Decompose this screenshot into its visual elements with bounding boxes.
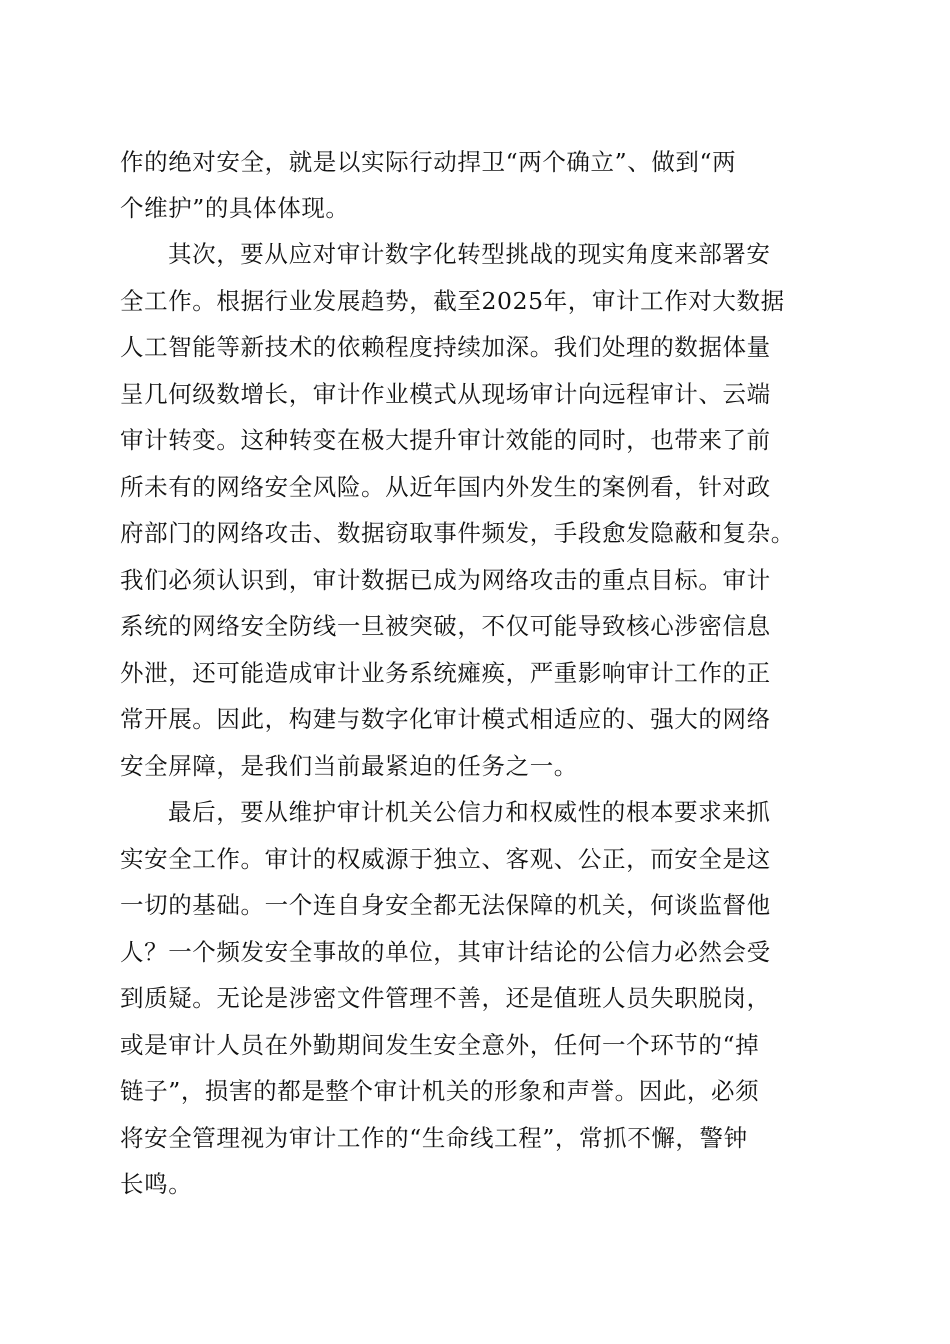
text-line: 或是审计人员在外勤期间发生安全意外，任何一个环节的“掉 [120,1031,760,1059]
text-line: 人？一个频发安全事故的单位，其审计结论的公信力必然会受 [120,938,771,966]
text-line: 其次，要从应对审计数字化转型挑战的现实角度来部署安 [168,240,771,268]
text-line: 将安全管理视为审计工作的“生命线工程”，常抓不懈，警钟 [120,1124,748,1152]
text-line: 长鸣。 [120,1170,193,1198]
text-line: 最后，要从维护审计机关公信力和权威性的根本要求来抓 [168,798,771,826]
text-line: 个维护”的具体体现。 [120,194,350,222]
text-line: 到质疑。无论是涉密文件管理不善，还是值班人员失职脱岗， [120,984,771,1012]
text-line: 人工智能等新技术的依赖程度持续加深。我们处理的数据体量 [120,333,771,361]
text-line: 所未有的网络安全风险。从近年国内外发生的案例看，针对政 [120,473,771,501]
text-line: 审计转变。这种转变在极大提升审计效能的同时，也带来了前 [120,426,771,454]
text-line: 呈几何级数增长，审计作业模式从现场审计向远程审计、云端 [120,380,771,408]
text-line: 全工作。根据行业发展趋势，截至2025年，审计工作对大数据 [120,287,785,315]
text-line: 一切的基础。一个连自身安全都无法保障的机关，何谈监督他 [120,891,771,919]
text-line: 外泄，还可能造成审计业务系统瘫痪，严重影响审计工作的正 [120,659,771,687]
text-line: 我们必须认识到，审计数据已成为网络攻击的重点目标。审计 [120,566,771,594]
text-line: 实安全工作。审计的权威源于独立、客观、公正，而安全是这 [120,845,771,873]
text-line: 府部门的网络攻击、数据窃取事件频发，手段愈发隐蔽和复杂。 [120,519,795,547]
text-line: 链子”，损害的都是整个审计机关的形象和声誉。因此，必须 [120,1077,760,1105]
text-line: 安全屏障，是我们当前最紧迫的任务之一。 [120,752,578,780]
text-line: 常开展。因此，构建与数字化审计模式相适应的、强大的网络 [120,705,771,733]
text-line: 作的绝对安全，就是以实际行动捍卫“两个确立”、做到“两 [120,148,737,176]
text-line: 系统的网络安全防线一旦被突破，不仅可能导致核心涉密信息 [120,612,771,640]
